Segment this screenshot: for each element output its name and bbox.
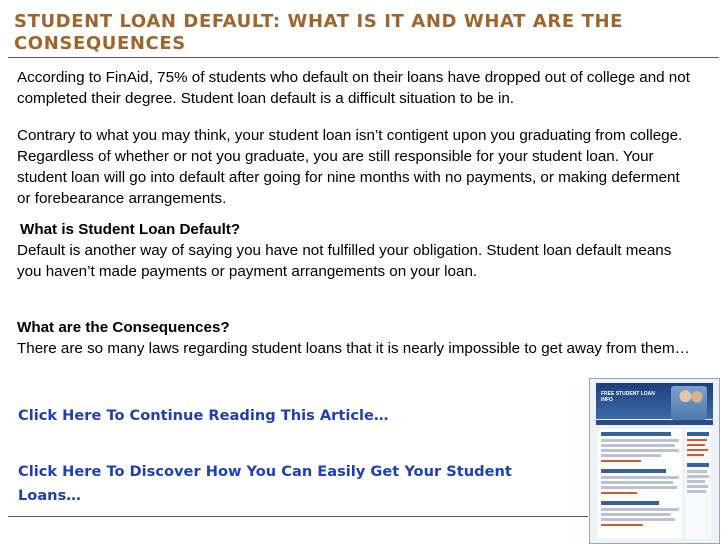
page-title: STUDENT LOAN DEFAULT: WHAT IS IT AND WHAT ARE THE CONSEQUENCES: [14, 11, 624, 54]
thumbnail-sidebar: [685, 429, 711, 539]
students-photo: [671, 386, 707, 420]
default-paragraph: Default is another way of saying you have not fulfilled your obligation. Student loan default means you haven’t made payments or payment arrangements on your loan.: [17, 242, 672, 280]
bottom-divider: [8, 516, 588, 517]
contrary-paragraph: Contrary to what you may think, your student loan isn’t contigent upon you graduating from college. Regardless of whether or not you graduate, you are still responsible for your student loan. Your student loan will go into default after going for nine months with no payments, or making deferment or forebearance arrangements.: [17, 127, 683, 207]
thumbnail-banner-text: FREE STUDENT LOAN INFO: [601, 391, 655, 403]
section-heading-consequences: What are the Consequences?: [17, 319, 230, 336]
section-heading-default: What is Student Loan Default?: [20, 221, 241, 238]
intro-paragraph: According to FinAid, 75% of students who default on their loans have dropped out of college and not completed their degree. Student loan default is a difficult situation to be in.: [17, 69, 690, 107]
thumbnail-main-content: [598, 429, 682, 539]
website-screenshot-thumbnail[interactable]: [589, 378, 720, 544]
title-divider: [8, 57, 719, 58]
continue-reading-link[interactable]: Click Here To Continue Reading This Article…: [18, 407, 389, 424]
consequences-paragraph: There are so many laws regarding student loans that it is nearly impossible to get away from them…: [17, 340, 690, 357]
discover-student-loans-link[interactable]: Click Here To Discover How You Can Easily Get Your Student Loans…: [18, 463, 512, 504]
thumbnail-navbar: [596, 420, 713, 425]
thumbnail-banner: [596, 383, 713, 419]
